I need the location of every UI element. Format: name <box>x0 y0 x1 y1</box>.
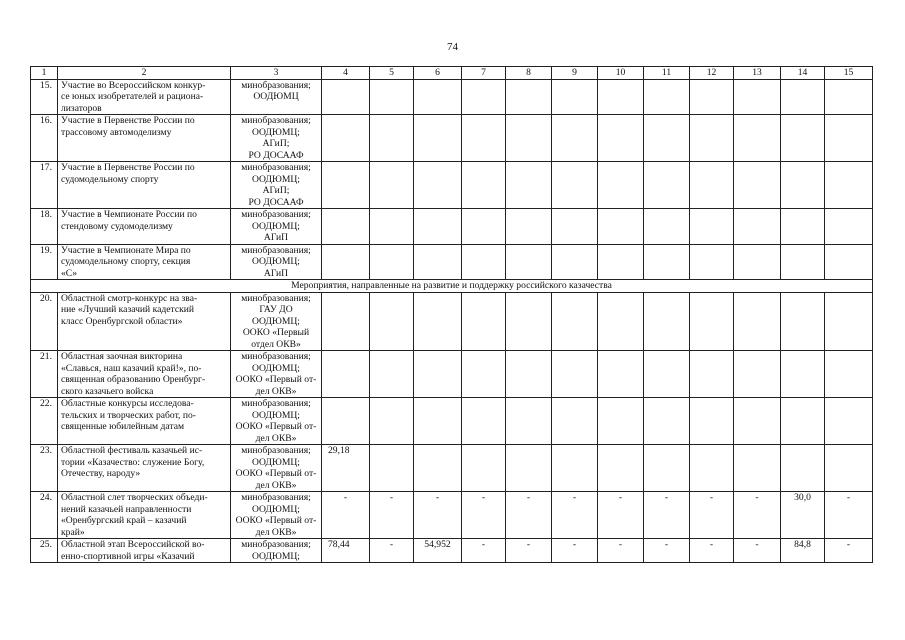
text-line: се юных изобретателей и рациона- <box>61 91 204 102</box>
value-cell <box>781 292 825 351</box>
value-cell <box>462 398 506 445</box>
event-name <box>58 398 231 445</box>
value-cell <box>781 351 825 398</box>
text-line: минобразования; <box>241 162 311 173</box>
value-cell: - <box>690 492 734 539</box>
value-cell <box>644 115 690 162</box>
section-row <box>31 280 873 293</box>
value-cell: - <box>690 539 734 563</box>
value-cell: - <box>322 492 370 539</box>
text-line: ООКО «Первый от- <box>235 374 317 385</box>
text-line: дел ОКВ» <box>255 385 297 397</box>
value-cell <box>414 115 462 162</box>
value-cell: - <box>644 539 690 563</box>
value-cell: - <box>552 492 598 539</box>
text-line: ГАУ ДО <box>259 304 293 315</box>
text-line: ООДЮМЦ; <box>252 173 300 185</box>
value-cell <box>462 292 506 351</box>
text-line: священная образованию Оренбург- <box>61 374 206 385</box>
section-body <box>31 280 873 293</box>
event-name <box>58 115 231 162</box>
responsible-party <box>231 162 322 209</box>
value-cell <box>322 398 370 445</box>
event-name <box>58 79 231 115</box>
value-cell <box>462 445 506 492</box>
program-table <box>30 66 873 563</box>
value-cell: - <box>370 492 414 539</box>
text-line: ООДЮМЦ; <box>252 550 300 562</box>
row-number: 22. <box>31 398 58 445</box>
responsible-party <box>231 292 322 351</box>
value-cell <box>644 162 690 209</box>
table-row <box>31 79 873 115</box>
value-cell <box>322 292 370 351</box>
event-name <box>58 539 231 563</box>
text-line: ООДЮМЦ <box>253 91 299 102</box>
text-line: минобразования; <box>241 445 311 456</box>
value-cell <box>734 351 781 398</box>
text-line: ООДЮМЦ; <box>252 503 300 515</box>
value-cell <box>690 209 734 245</box>
value-cell <box>825 292 873 351</box>
table-row <box>31 351 873 398</box>
event-name <box>58 209 231 245</box>
text-line: лизаторов <box>61 102 102 114</box>
page-number: 74 <box>447 41 458 53</box>
column-number: 9 <box>552 67 598 80</box>
value-cell <box>506 79 552 115</box>
value-cell: 30,0 <box>781 492 825 539</box>
value-cell <box>322 351 370 398</box>
value-cell <box>552 162 598 209</box>
text-line: минобразования; <box>241 209 311 220</box>
value-cell <box>644 445 690 492</box>
text-line: Участие во Всероссийском конкур- <box>61 79 206 91</box>
column-number: 13 <box>734 67 781 80</box>
value-cell: - <box>598 492 644 539</box>
value-cell <box>370 162 414 209</box>
value-cell: - <box>825 492 873 539</box>
text-line: Областной этап Всероссийской во- <box>61 539 205 550</box>
column-number: 5 <box>370 67 414 80</box>
value-cell <box>462 115 506 162</box>
value-cell <box>825 209 873 245</box>
event-name <box>58 162 231 209</box>
text-line: священные юбилейным датам <box>61 421 185 432</box>
row-number: 17. <box>31 162 58 209</box>
value-cell <box>552 398 598 445</box>
value-cell: - <box>734 492 781 539</box>
value-cell <box>552 209 598 245</box>
value-cell: - <box>734 539 781 563</box>
value-cell <box>506 162 552 209</box>
value-cell <box>414 398 462 445</box>
value-cell <box>825 115 873 162</box>
value-cell <box>370 79 414 115</box>
text-line: ООДЮМЦ; <box>252 220 300 232</box>
text-line: край» <box>61 526 85 538</box>
text-line: РО ДОСААФ <box>248 196 304 208</box>
responsible-party <box>231 539 322 563</box>
column-number: 12 <box>690 67 734 80</box>
value-cell: - <box>825 539 873 563</box>
value-cell <box>370 292 414 351</box>
responsible-party <box>231 244 322 280</box>
value-cell: - <box>598 539 644 563</box>
value-cell: - <box>370 539 414 563</box>
value-cell: - <box>506 492 552 539</box>
value-cell: - <box>414 492 462 539</box>
text-line: Областной смотр-конкурс на зва- <box>61 292 198 304</box>
value-cell <box>552 79 598 115</box>
row-number: 19. <box>31 244 58 280</box>
value-cell <box>690 398 734 445</box>
value-cell <box>598 209 644 245</box>
value-cell <box>322 244 370 280</box>
text-line: класс Оренбургской области» <box>61 315 183 327</box>
text-line: ского казачьего войска <box>61 385 154 397</box>
value-cell <box>462 244 506 280</box>
value-cell <box>506 115 552 162</box>
text-line: минобразования; <box>241 79 311 91</box>
value-cell <box>506 351 552 398</box>
text-line: отдел ОКВ» <box>251 338 301 350</box>
value-cell <box>414 244 462 280</box>
row-number: 15. <box>31 79 58 115</box>
text-line: минобразования; <box>241 292 311 304</box>
value-cell <box>690 244 734 280</box>
row-number: 23. <box>31 445 58 492</box>
text-line: минобразования; <box>241 492 311 503</box>
text-line: нений казачьей направленности <box>61 503 192 515</box>
value-cell <box>825 244 873 280</box>
value-cell <box>734 398 781 445</box>
text-line: трассовому автомоделизму <box>61 126 172 138</box>
responsible-party <box>231 79 322 115</box>
value-cell <box>414 209 462 245</box>
value-cell <box>506 244 552 280</box>
responsible-party <box>231 492 322 539</box>
text-line: минобразования; <box>241 244 311 256</box>
value-cell <box>781 115 825 162</box>
text-line: минобразования; <box>241 398 311 409</box>
value-cell: - <box>644 492 690 539</box>
table-row <box>31 209 873 245</box>
text-line: ООДЮМЦ; <box>252 362 300 374</box>
responsible-party <box>231 445 322 492</box>
text-line: Участие в Чемпионате России по <box>61 209 197 220</box>
column-number: 2 <box>58 67 231 80</box>
column-number-row <box>31 67 873 80</box>
value-cell <box>322 162 370 209</box>
value-cell <box>462 79 506 115</box>
value-cell <box>370 244 414 280</box>
text-line: минобразования; <box>241 115 311 126</box>
text-line: АГиП <box>263 232 289 243</box>
text-line: «Оренбургский край – казачий <box>61 515 187 526</box>
responsible-party <box>231 209 322 245</box>
value-cell <box>781 209 825 245</box>
text-line: тельских и творческих работ, по- <box>61 409 196 421</box>
value-cell: - <box>462 492 506 539</box>
value-cell <box>552 244 598 280</box>
text-line: Участие в Первенстве России по <box>61 115 195 126</box>
table-row <box>31 539 873 563</box>
text-line: ООДЮМЦ; <box>252 126 300 138</box>
value-cell <box>734 79 781 115</box>
value-cell <box>598 398 644 445</box>
value-cell: 54,952 <box>414 539 462 563</box>
text-line: ООДЮМЦ; <box>252 456 300 468</box>
text-line: Областная заочная викторина <box>61 351 183 362</box>
column-number: 15 <box>825 67 873 80</box>
text-line: ООКО «Первый от- <box>235 421 317 432</box>
value-cell <box>690 351 734 398</box>
value-cell <box>734 292 781 351</box>
value-cell <box>825 79 873 115</box>
value-cell: 84,8 <box>781 539 825 563</box>
value-cell: - <box>552 539 598 563</box>
value-cell <box>644 398 690 445</box>
value-cell <box>598 292 644 351</box>
text-line: минобразования; <box>241 539 311 550</box>
value-cell <box>690 79 734 115</box>
row-number: 25. <box>31 539 58 563</box>
value-cell: - <box>462 539 506 563</box>
text-line: Областной слет творческих объеди- <box>61 492 208 503</box>
column-number: 8 <box>506 67 552 80</box>
text-line: ООДЮМЦ; <box>252 409 300 421</box>
value-cell <box>644 244 690 280</box>
value-cell <box>552 115 598 162</box>
value-cell <box>690 445 734 492</box>
section-title: Мероприятия, направленные на развитие и поддержку российского казачества <box>31 280 873 293</box>
column-number: 4 <box>322 67 370 80</box>
text-line: Областные конкурсы исследова- <box>61 398 194 409</box>
table-body-top <box>31 79 873 280</box>
event-name <box>58 351 231 398</box>
value-cell <box>690 115 734 162</box>
table-row <box>31 445 873 492</box>
value-cell <box>414 445 462 492</box>
column-number: 1 <box>31 67 58 80</box>
table-row <box>31 115 873 162</box>
row-number: 18. <box>31 209 58 245</box>
text-line: ООДЮМЦ; <box>252 256 300 267</box>
value-cell <box>690 162 734 209</box>
column-number: 3 <box>231 67 322 80</box>
value-cell <box>462 162 506 209</box>
value-cell <box>644 209 690 245</box>
responsible-party <box>231 115 322 162</box>
value-cell <box>322 115 370 162</box>
text-line: стендовому судомоделизму <box>61 220 173 232</box>
value-cell <box>644 292 690 351</box>
text-line: минобразования; <box>241 351 311 362</box>
text-line: дел ОКВ» <box>255 479 297 491</box>
value-cell: 29,18 <box>322 445 370 492</box>
text-line: АГиП; <box>262 138 290 149</box>
value-cell <box>370 398 414 445</box>
value-cell <box>781 445 825 492</box>
value-cell <box>598 162 644 209</box>
value-cell <box>552 445 598 492</box>
row-number: 24. <box>31 492 58 539</box>
value-cell <box>825 445 873 492</box>
value-cell <box>598 244 644 280</box>
value-cell <box>598 115 644 162</box>
value-cell <box>781 398 825 445</box>
text-line: дел ОКВ» <box>255 526 297 538</box>
value-cell <box>506 445 552 492</box>
event-name <box>58 244 231 280</box>
event-name <box>58 445 231 492</box>
value-cell <box>781 79 825 115</box>
responsible-party <box>231 398 322 445</box>
event-name <box>58 292 231 351</box>
value-cell <box>462 351 506 398</box>
value-cell <box>414 162 462 209</box>
value-cell <box>598 79 644 115</box>
value-cell <box>644 351 690 398</box>
text-line: ООКО «Первый от- <box>235 468 317 479</box>
column-number: 14 <box>781 67 825 80</box>
text-line: ООДЮМЦ; <box>252 315 300 327</box>
text-line: тории «Казачество: служение Богу, <box>61 456 205 468</box>
value-cell <box>552 351 598 398</box>
text-line: ООКО «Первый от- <box>235 515 317 526</box>
value-cell <box>322 79 370 115</box>
table-row <box>31 244 873 280</box>
value-cell <box>781 162 825 209</box>
value-cell <box>506 209 552 245</box>
text-line: Отечеству, народу» <box>61 468 141 479</box>
text-line: «Славься, наш казачий край!», по- <box>61 362 202 374</box>
value-cell <box>781 244 825 280</box>
value-cell <box>506 398 552 445</box>
value-cell <box>690 292 734 351</box>
text-line: судомодельному спорту, секция <box>61 256 191 267</box>
text-line: ООКО «Первый <box>242 327 310 338</box>
value-cell <box>734 209 781 245</box>
value-cell <box>598 351 644 398</box>
value-cell <box>598 445 644 492</box>
table-row <box>31 398 873 445</box>
value-cell: 78,44 <box>322 539 370 563</box>
value-cell <box>322 209 370 245</box>
value-cell <box>370 445 414 492</box>
table-row <box>31 292 873 351</box>
value-cell <box>644 79 690 115</box>
column-number: 11 <box>644 67 690 80</box>
text-line: АГиП; <box>262 185 290 196</box>
column-number: 7 <box>462 67 506 80</box>
value-cell <box>734 244 781 280</box>
row-number: 21. <box>31 351 58 398</box>
value-cell <box>370 115 414 162</box>
value-cell <box>462 209 506 245</box>
text-line: енно-спортивной игры «Казачий <box>61 550 195 562</box>
text-line: ние «Лучший казачий кадетский <box>61 304 195 315</box>
text-line: Участие в Чемпионате Мира по <box>61 244 191 256</box>
table-body-bottom <box>31 292 873 563</box>
responsible-party <box>231 351 322 398</box>
event-name <box>58 492 231 539</box>
value-cell: - <box>506 539 552 563</box>
value-cell <box>414 351 462 398</box>
value-cell <box>370 351 414 398</box>
value-cell <box>506 292 552 351</box>
column-number: 6 <box>414 67 462 80</box>
text-line: РО ДОСААФ <box>248 149 304 161</box>
row-number: 20. <box>31 292 58 351</box>
value-cell <box>734 162 781 209</box>
table-row <box>31 162 873 209</box>
text-line: «С» <box>61 267 77 279</box>
value-cell <box>414 292 462 351</box>
text-line: АГиП <box>263 267 289 279</box>
table-row <box>31 492 873 539</box>
value-cell <box>552 292 598 351</box>
value-cell <box>734 115 781 162</box>
value-cell <box>825 351 873 398</box>
value-cell <box>734 445 781 492</box>
text-line: Участие в Первенстве России по <box>61 162 195 173</box>
value-cell <box>370 209 414 245</box>
text-line: дел ОКВ» <box>255 432 297 444</box>
text-line: Областной фестиваль казачьей ис- <box>61 445 203 456</box>
text-line: судомодельному спорту <box>61 173 159 185</box>
row-number: 16. <box>31 115 58 162</box>
value-cell <box>825 398 873 445</box>
value-cell <box>825 162 873 209</box>
column-number: 10 <box>598 67 644 80</box>
value-cell <box>414 79 462 115</box>
